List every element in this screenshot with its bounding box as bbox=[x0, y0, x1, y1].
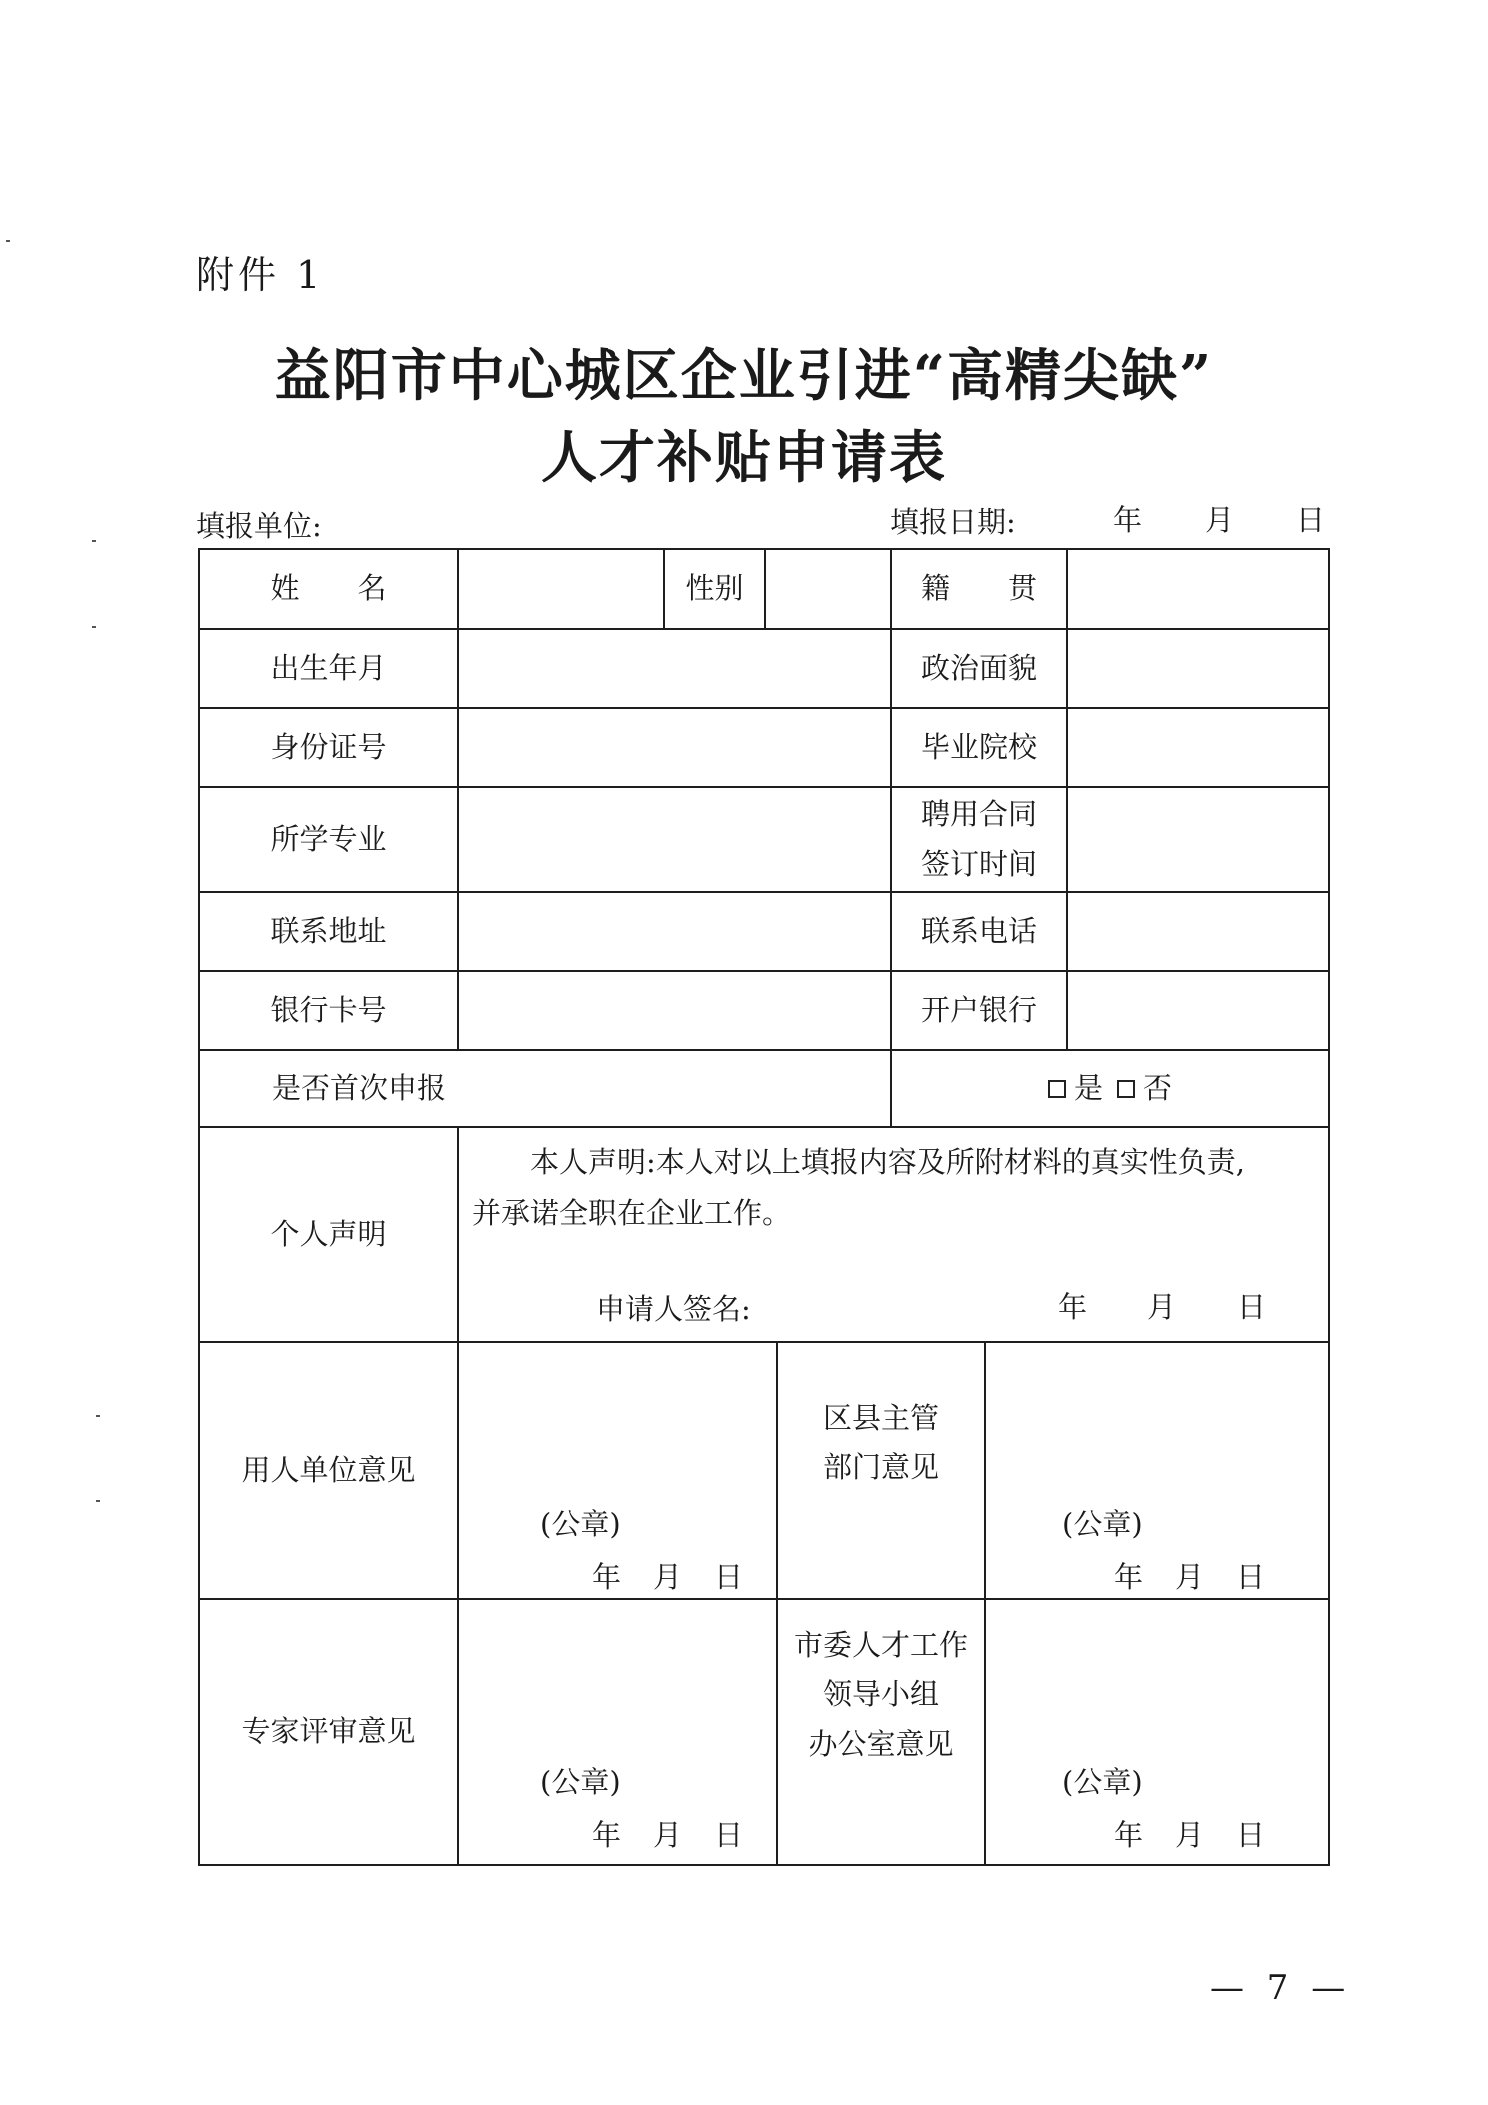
school-label: 毕业院校 bbox=[920, 729, 1037, 764]
employer-opinion-label: 用人单位意见 bbox=[241, 1452, 416, 1487]
native-place-field[interactable] bbox=[1068, 550, 1328, 628]
scan-speck bbox=[92, 540, 96, 542]
birth-field[interactable] bbox=[459, 630, 890, 707]
first-apply-options bbox=[892, 1051, 1328, 1126]
expert-seal-label: (公章) bbox=[540, 1765, 621, 1799]
phone-label: 联系电话 bbox=[920, 913, 1037, 948]
declaration-text-line-1: 本人声明:本人对以上填报内容及所附材料的真实性负责, bbox=[530, 1145, 1245, 1179]
committee-label-line-2: 领导小组 bbox=[822, 1677, 939, 1712]
signature-field[interactable] bbox=[810, 1278, 1040, 1318]
district-seal-label: (公章) bbox=[1062, 1507, 1143, 1541]
scan-speck bbox=[96, 1415, 100, 1417]
district-month: 月 bbox=[1175, 1560, 1205, 1594]
expert-day: 日 bbox=[714, 1818, 744, 1852]
fill-date-day: 日 bbox=[1296, 503, 1326, 537]
no-checkbox[interactable] bbox=[1117, 1080, 1135, 1098]
bank-card-label: 银行卡号 bbox=[270, 992, 387, 1027]
committee-label-line-1: 市委人才工作 bbox=[793, 1628, 968, 1663]
yes-option-label: 是 bbox=[1073, 1070, 1103, 1105]
fill-unit-label: 填报单位: bbox=[196, 509, 322, 543]
table-border-bottom bbox=[198, 1864, 1330, 1866]
scan-speck bbox=[92, 626, 96, 628]
signature-label: 申请人签名: bbox=[596, 1292, 751, 1326]
committee-label-line-3: 办公室意见 bbox=[808, 1726, 954, 1761]
phone-field[interactable] bbox=[1068, 893, 1328, 970]
expert-opinion-field[interactable] bbox=[462, 1608, 772, 1748]
column-divider bbox=[984, 1341, 986, 1866]
contract-date-label bbox=[892, 788, 1066, 891]
major-label: 所学专业 bbox=[270, 821, 387, 856]
form-title-line-1: 益阳市中心城区企业引进“高精尖缺” bbox=[274, 343, 1214, 409]
committee-seal-label: (公章) bbox=[1062, 1765, 1143, 1799]
expert-year: 年 bbox=[592, 1818, 622, 1852]
declaration-day: 日 bbox=[1237, 1290, 1267, 1324]
contract-date-label-line-2: 签订时间 bbox=[920, 846, 1037, 881]
district-day: 日 bbox=[1236, 1560, 1266, 1594]
employer-month: 月 bbox=[653, 1560, 683, 1594]
committee-month: 月 bbox=[1175, 1818, 1205, 1852]
contract-date-field[interactable] bbox=[1068, 788, 1328, 891]
committee-year: 年 bbox=[1114, 1818, 1144, 1852]
id-label: 身份证号 bbox=[270, 729, 387, 764]
district-year: 年 bbox=[1114, 1560, 1144, 1594]
fill-date-month: 月 bbox=[1205, 503, 1235, 537]
declaration-text-line-2: 并承诺全职在企业工作。 bbox=[472, 1196, 792, 1230]
bank-card-field[interactable] bbox=[459, 972, 890, 1049]
scan-speck bbox=[6, 240, 10, 242]
political-label: 政治面貌 bbox=[920, 650, 1037, 685]
contract-date-label-line-1: 聘用合同 bbox=[920, 797, 1037, 832]
table-border-right bbox=[1328, 548, 1330, 1866]
fill-date-label: 填报日期: bbox=[890, 505, 1016, 539]
first-apply-label: 是否首次申报 bbox=[272, 1070, 447, 1105]
no-option-label: 否 bbox=[1143, 1070, 1173, 1105]
page-number: — 7 — bbox=[1210, 1968, 1352, 2008]
birth-label: 出生年月 bbox=[270, 650, 387, 685]
declaration-year: 年 bbox=[1058, 1290, 1088, 1324]
gender-label: 性别 bbox=[685, 571, 744, 606]
bank-label: 开户银行 bbox=[920, 992, 1037, 1027]
employer-seal-label: (公章) bbox=[540, 1507, 621, 1541]
gender-field[interactable] bbox=[766, 550, 890, 628]
id-field[interactable] bbox=[459, 709, 890, 786]
declaration-month: 月 bbox=[1147, 1290, 1177, 1324]
column-divider bbox=[457, 1126, 459, 1866]
bank-field[interactable] bbox=[1068, 972, 1328, 1049]
yes-checkbox[interactable] bbox=[1048, 1080, 1066, 1098]
district-dept-label bbox=[778, 1343, 984, 1543]
school-field[interactable] bbox=[1068, 709, 1328, 786]
attachment-label: 附件 1 bbox=[196, 253, 325, 297]
district-opinion-field[interactable] bbox=[990, 1350, 1324, 1490]
fill-date-year: 年 bbox=[1113, 503, 1143, 537]
employer-opinion-field[interactable] bbox=[462, 1350, 772, 1490]
declaration-label: 个人声明 bbox=[270, 1216, 387, 1251]
committee-office-label bbox=[778, 1600, 984, 1790]
name-label: 姓 名 bbox=[270, 571, 387, 606]
employer-day: 日 bbox=[714, 1560, 744, 1594]
name-field[interactable] bbox=[459, 550, 663, 628]
scan-speck bbox=[96, 1500, 100, 1502]
committee-day: 日 bbox=[1236, 1818, 1266, 1852]
district-dept-label-line-2: 部门意见 bbox=[822, 1450, 939, 1484]
expert-opinion-label: 专家评审意见 bbox=[241, 1714, 416, 1749]
committee-opinion-field[interactable] bbox=[990, 1608, 1324, 1748]
expert-month: 月 bbox=[653, 1818, 683, 1852]
native-place-label: 籍 贯 bbox=[920, 571, 1037, 606]
district-dept-label-line-1: 区县主管 bbox=[822, 1400, 939, 1435]
address-field[interactable] bbox=[459, 893, 890, 970]
major-field[interactable] bbox=[459, 788, 890, 891]
form-title-line-2: 人才补贴申请表 bbox=[541, 425, 947, 491]
address-label: 联系地址 bbox=[270, 913, 387, 948]
employer-year: 年 bbox=[592, 1560, 622, 1594]
political-field[interactable] bbox=[1068, 630, 1328, 707]
